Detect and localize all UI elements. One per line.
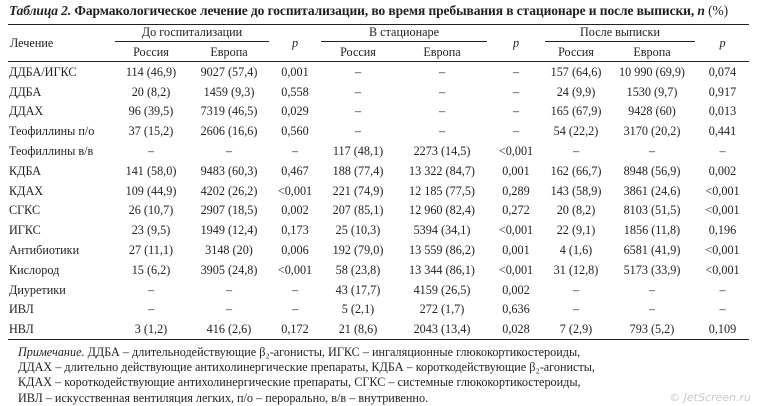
p-value-cell: <0,001 [498, 223, 534, 238]
table-row [8, 121, 749, 141]
count-cell: 2043 (13,4) [413, 322, 471, 337]
count-cell: 8948 (56,9) [623, 163, 681, 178]
p-value-cell: 0,558 [281, 84, 309, 99]
count-cell: 5 (2,1) [341, 302, 375, 317]
p-value-cell: 0,001 [502, 242, 530, 257]
count-cell: – [225, 143, 233, 158]
p-value-cell: 0,467 [281, 163, 309, 178]
count-cell: – [648, 302, 656, 317]
count-cell: – [648, 282, 656, 297]
p-value-cell: <0,001 [498, 143, 534, 158]
note-lead: Примечание. [18, 345, 85, 359]
count-cell: 12 185 (77,5) [408, 183, 475, 198]
count-cell: 188 (77,4) [332, 163, 384, 178]
note-line-3: КДАХ – короткодействующие антихолинергические препараты, СГКС – системные глюкокортикостероиды, [18, 375, 581, 390]
count-cell: 31 (12,8) [553, 262, 599, 277]
count-cell: 5173 (33,9) [623, 262, 681, 277]
p-value-cell: – [719, 302, 726, 317]
count-cell: 4159 (26,5) [413, 282, 471, 297]
table-row [8, 260, 749, 280]
count-cell: – [354, 124, 362, 139]
count-cell: 9483 (60,3) [200, 163, 258, 178]
table-row [8, 319, 749, 339]
p-value-cell: 0,002 [281, 203, 309, 218]
treatment-name: ДДБА/ИГКС [9, 64, 77, 79]
p-value-cell: – [512, 104, 520, 119]
count-cell: 272 (1,7) [419, 302, 465, 317]
table-row [8, 280, 749, 300]
count-cell: – [438, 104, 446, 119]
table-row [8, 181, 749, 201]
count-cell: 1530 (9,7) [626, 84, 678, 99]
p-value-cell: <0,001 [705, 183, 740, 198]
table-caption: Фармакологическое лечение до госпитализации, во время пребывания в стационаре и после выписки, [74, 3, 695, 18]
count-cell: 1949 (12,4) [200, 223, 258, 238]
treatment-name: КДАХ [9, 183, 44, 198]
p-value-cell: 0,441 [708, 124, 737, 139]
count-cell: 109 (44,9) [125, 183, 177, 198]
p-value-cell: 0,636 [502, 302, 530, 317]
col-russia-hospital: Россия [340, 44, 376, 59]
table-row [8, 220, 749, 240]
count-cell: 2907 (18,5) [200, 203, 258, 218]
count-cell: 4202 (26,2) [200, 183, 258, 198]
table-number: Таблица 2. [9, 3, 72, 18]
table-row [8, 102, 749, 122]
p-value-cell: 0,002 [708, 163, 737, 178]
count-cell: 25 (10,3) [335, 223, 381, 238]
p-value-cell: <0,001 [705, 203, 740, 218]
p-header-hospital: p [512, 35, 520, 50]
note-line-4: ИВЛ – искусственная вентиляция легких, п/о – перорально, в/в – внутривенно. [18, 390, 429, 405]
col-russia-after: Россия [558, 44, 594, 59]
p-value-cell: 0,272 [502, 203, 530, 218]
table-row [8, 300, 749, 320]
count-cell: 9428 (60) [628, 104, 676, 119]
count-cell: – [147, 302, 155, 317]
treatment-name: Теофиллины п/о [9, 124, 95, 139]
table-row [8, 161, 749, 181]
p-value-cell: 0,028 [502, 322, 530, 337]
note-line-2: ДДАХ – длительно действующие антихолинергические препараты, КДБА – короткодействующие β₂-агонисты, [18, 360, 595, 375]
count-cell: 9027 (57,4) [200, 64, 258, 79]
group-header-before: До госпитализации [114, 25, 270, 44]
treatment-name: КДБА [9, 163, 42, 178]
count-cell: 13 322 (84,7) [408, 163, 475, 178]
p-value-cell: <0,001 [705, 262, 740, 277]
note-line-1 [8, 345, 749, 360]
p-value-cell: 0,001 [281, 64, 309, 79]
count-cell: – [354, 104, 362, 119]
table-title [9, 3, 728, 19]
treatment-name: НВЛ [9, 322, 34, 337]
p-value-cell: 0,173 [281, 223, 309, 238]
count-cell: – [225, 282, 233, 297]
p-value-cell: 0,029 [281, 104, 309, 119]
count-cell: 10 990 (69,9) [618, 64, 685, 79]
p-header-after: p [719, 35, 726, 50]
col-europe-hospital: Европа [423, 44, 461, 59]
note-text-1: ДДБА – длительнодействующие β₂-агонисты, ИГКС – ингаляционные глюкокортикостероиды, [87, 345, 581, 359]
col-russia-before: Россия [133, 44, 169, 59]
count-cell: 13 559 (86,2) [408, 242, 475, 257]
count-cell: – [225, 302, 233, 317]
p-value-cell: 0,074 [708, 64, 737, 79]
col-europe-after: Европа [633, 44, 671, 59]
p-value-cell: 0,013 [708, 104, 737, 119]
table-body [8, 62, 749, 340]
count-cell: 3 (1,2) [134, 322, 168, 337]
count-cell: – [438, 124, 446, 139]
caption-percent: (%) [708, 3, 729, 18]
count-cell: – [572, 282, 580, 297]
treatment-name: ДДАХ [9, 104, 44, 119]
count-cell: 192 (79,0) [332, 242, 384, 257]
table-note [8, 345, 749, 406]
count-cell: 43 (17,7) [335, 282, 381, 297]
count-cell: – [147, 143, 155, 158]
count-cell: 12 960 (82,4) [408, 203, 475, 218]
count-cell: – [572, 143, 580, 158]
count-cell: 3905 (24,8) [200, 262, 258, 277]
count-cell: – [648, 143, 656, 158]
p-value-cell: <0,001 [498, 262, 534, 277]
table-row [8, 201, 749, 221]
treatment-header: Лечение [10, 35, 54, 50]
count-cell: 6581 (41,9) [623, 242, 681, 257]
treatment-name: ДДБА [9, 84, 42, 99]
p-value-cell: – [291, 302, 299, 317]
count-cell: 20 (8,2) [131, 84, 171, 99]
count-cell: 4 (1,6) [559, 242, 593, 257]
treatment-name: ИГКС [9, 223, 41, 238]
count-cell: 15 (6,2) [131, 262, 171, 277]
count-cell: 37 (15,2) [128, 124, 174, 139]
p-value-cell: 0,006 [281, 242, 309, 257]
p-value-cell: – [291, 143, 299, 158]
p-value-cell: 0,196 [708, 223, 737, 238]
p-value-cell: – [512, 64, 520, 79]
group-header-after: После выписки [544, 25, 696, 44]
count-cell: – [438, 64, 446, 79]
table-row [8, 62, 749, 82]
col-europe-before: Европа [210, 44, 248, 59]
count-cell: 26 (10,7) [128, 203, 174, 218]
count-cell: 3861 (24,6) [623, 183, 681, 198]
p-value-cell: – [719, 143, 726, 158]
count-cell: 165 (67,9) [550, 104, 602, 119]
watermark: © JetScreen.ru [669, 391, 751, 404]
count-cell: 27 (11,1) [128, 242, 174, 257]
count-cell: 1856 (11,8) [623, 223, 681, 238]
treatment-name: СГКС [9, 203, 41, 218]
p-header-before: p [291, 35, 299, 50]
count-cell: 24 (9,9) [556, 84, 596, 99]
treatment-table [8, 24, 749, 340]
caption-n: n [697, 3, 705, 18]
p-value-cell: 0,289 [502, 183, 530, 198]
count-cell: 793 (5,2) [629, 322, 675, 337]
treatment-name: Кислород [9, 262, 60, 277]
count-cell: – [354, 84, 362, 99]
p-value-cell: 0,001 [502, 163, 530, 178]
count-cell: – [354, 64, 362, 79]
count-cell: 3148 (20) [205, 242, 253, 257]
count-cell: 114 (46,9) [125, 64, 177, 79]
p-value-cell: 0,560 [281, 124, 309, 139]
count-cell: 5394 (34,1) [413, 223, 471, 238]
treatment-name: ИВЛ [9, 302, 34, 317]
count-cell: 21 (8,6) [338, 322, 378, 337]
count-cell: 58 (23,8) [335, 262, 381, 277]
p-value-cell: 0,917 [708, 84, 737, 99]
count-cell: 141 (58,0) [125, 163, 177, 178]
count-cell: 221 (74,9) [332, 183, 384, 198]
p-value-cell: – [512, 84, 520, 99]
count-cell: 3170 (20,2) [623, 124, 681, 139]
count-cell: – [438, 84, 446, 99]
count-cell: 7 (2,9) [559, 322, 593, 337]
treatment-name: Антибиотики [9, 242, 80, 257]
count-cell: 8103 (51,5) [623, 203, 681, 218]
count-cell: 416 (2,6) [206, 322, 252, 337]
count-cell: 13 344 (86,1) [408, 262, 475, 277]
table-row [8, 141, 749, 161]
p-value-cell: – [719, 282, 726, 297]
count-cell: 117 (48,1) [332, 143, 384, 158]
p-value-cell: <0,001 [277, 262, 313, 277]
group-header-hospital: В стационаре [320, 25, 488, 44]
count-cell: – [147, 282, 155, 297]
count-cell: 2606 (16,6) [200, 124, 258, 139]
p-value-cell: – [512, 124, 520, 139]
table-row [8, 82, 749, 102]
count-cell: 2273 (14,5) [413, 143, 471, 158]
count-cell: 96 (39,5) [128, 104, 174, 119]
count-cell: 22 (9,1) [556, 223, 596, 238]
p-value-cell: 0,109 [708, 322, 737, 337]
count-cell: 162 (66,7) [550, 163, 602, 178]
count-cell: 207 (85,1) [332, 203, 384, 218]
count-cell: – [572, 302, 580, 317]
count-cell: 143 (58,9) [550, 183, 602, 198]
p-value-cell: 0,002 [502, 282, 530, 297]
p-value-cell: <0,001 [277, 183, 313, 198]
table-row [8, 240, 749, 260]
p-value-cell: <0,001 [705, 242, 740, 257]
treatment-name: Диуретики [9, 282, 66, 297]
count-cell: 157 (64,6) [550, 64, 602, 79]
count-cell: 54 (22,2) [553, 124, 599, 139]
count-cell: 20 (8,2) [556, 203, 596, 218]
treatment-name: Теофиллины в/в [9, 143, 94, 158]
count-cell: 1459 (9,3) [203, 84, 255, 99]
p-value-cell: 0,172 [281, 322, 309, 337]
count-cell: 7319 (46,5) [200, 104, 258, 119]
p-value-cell: – [291, 282, 299, 297]
count-cell: 23 (9,5) [131, 223, 171, 238]
